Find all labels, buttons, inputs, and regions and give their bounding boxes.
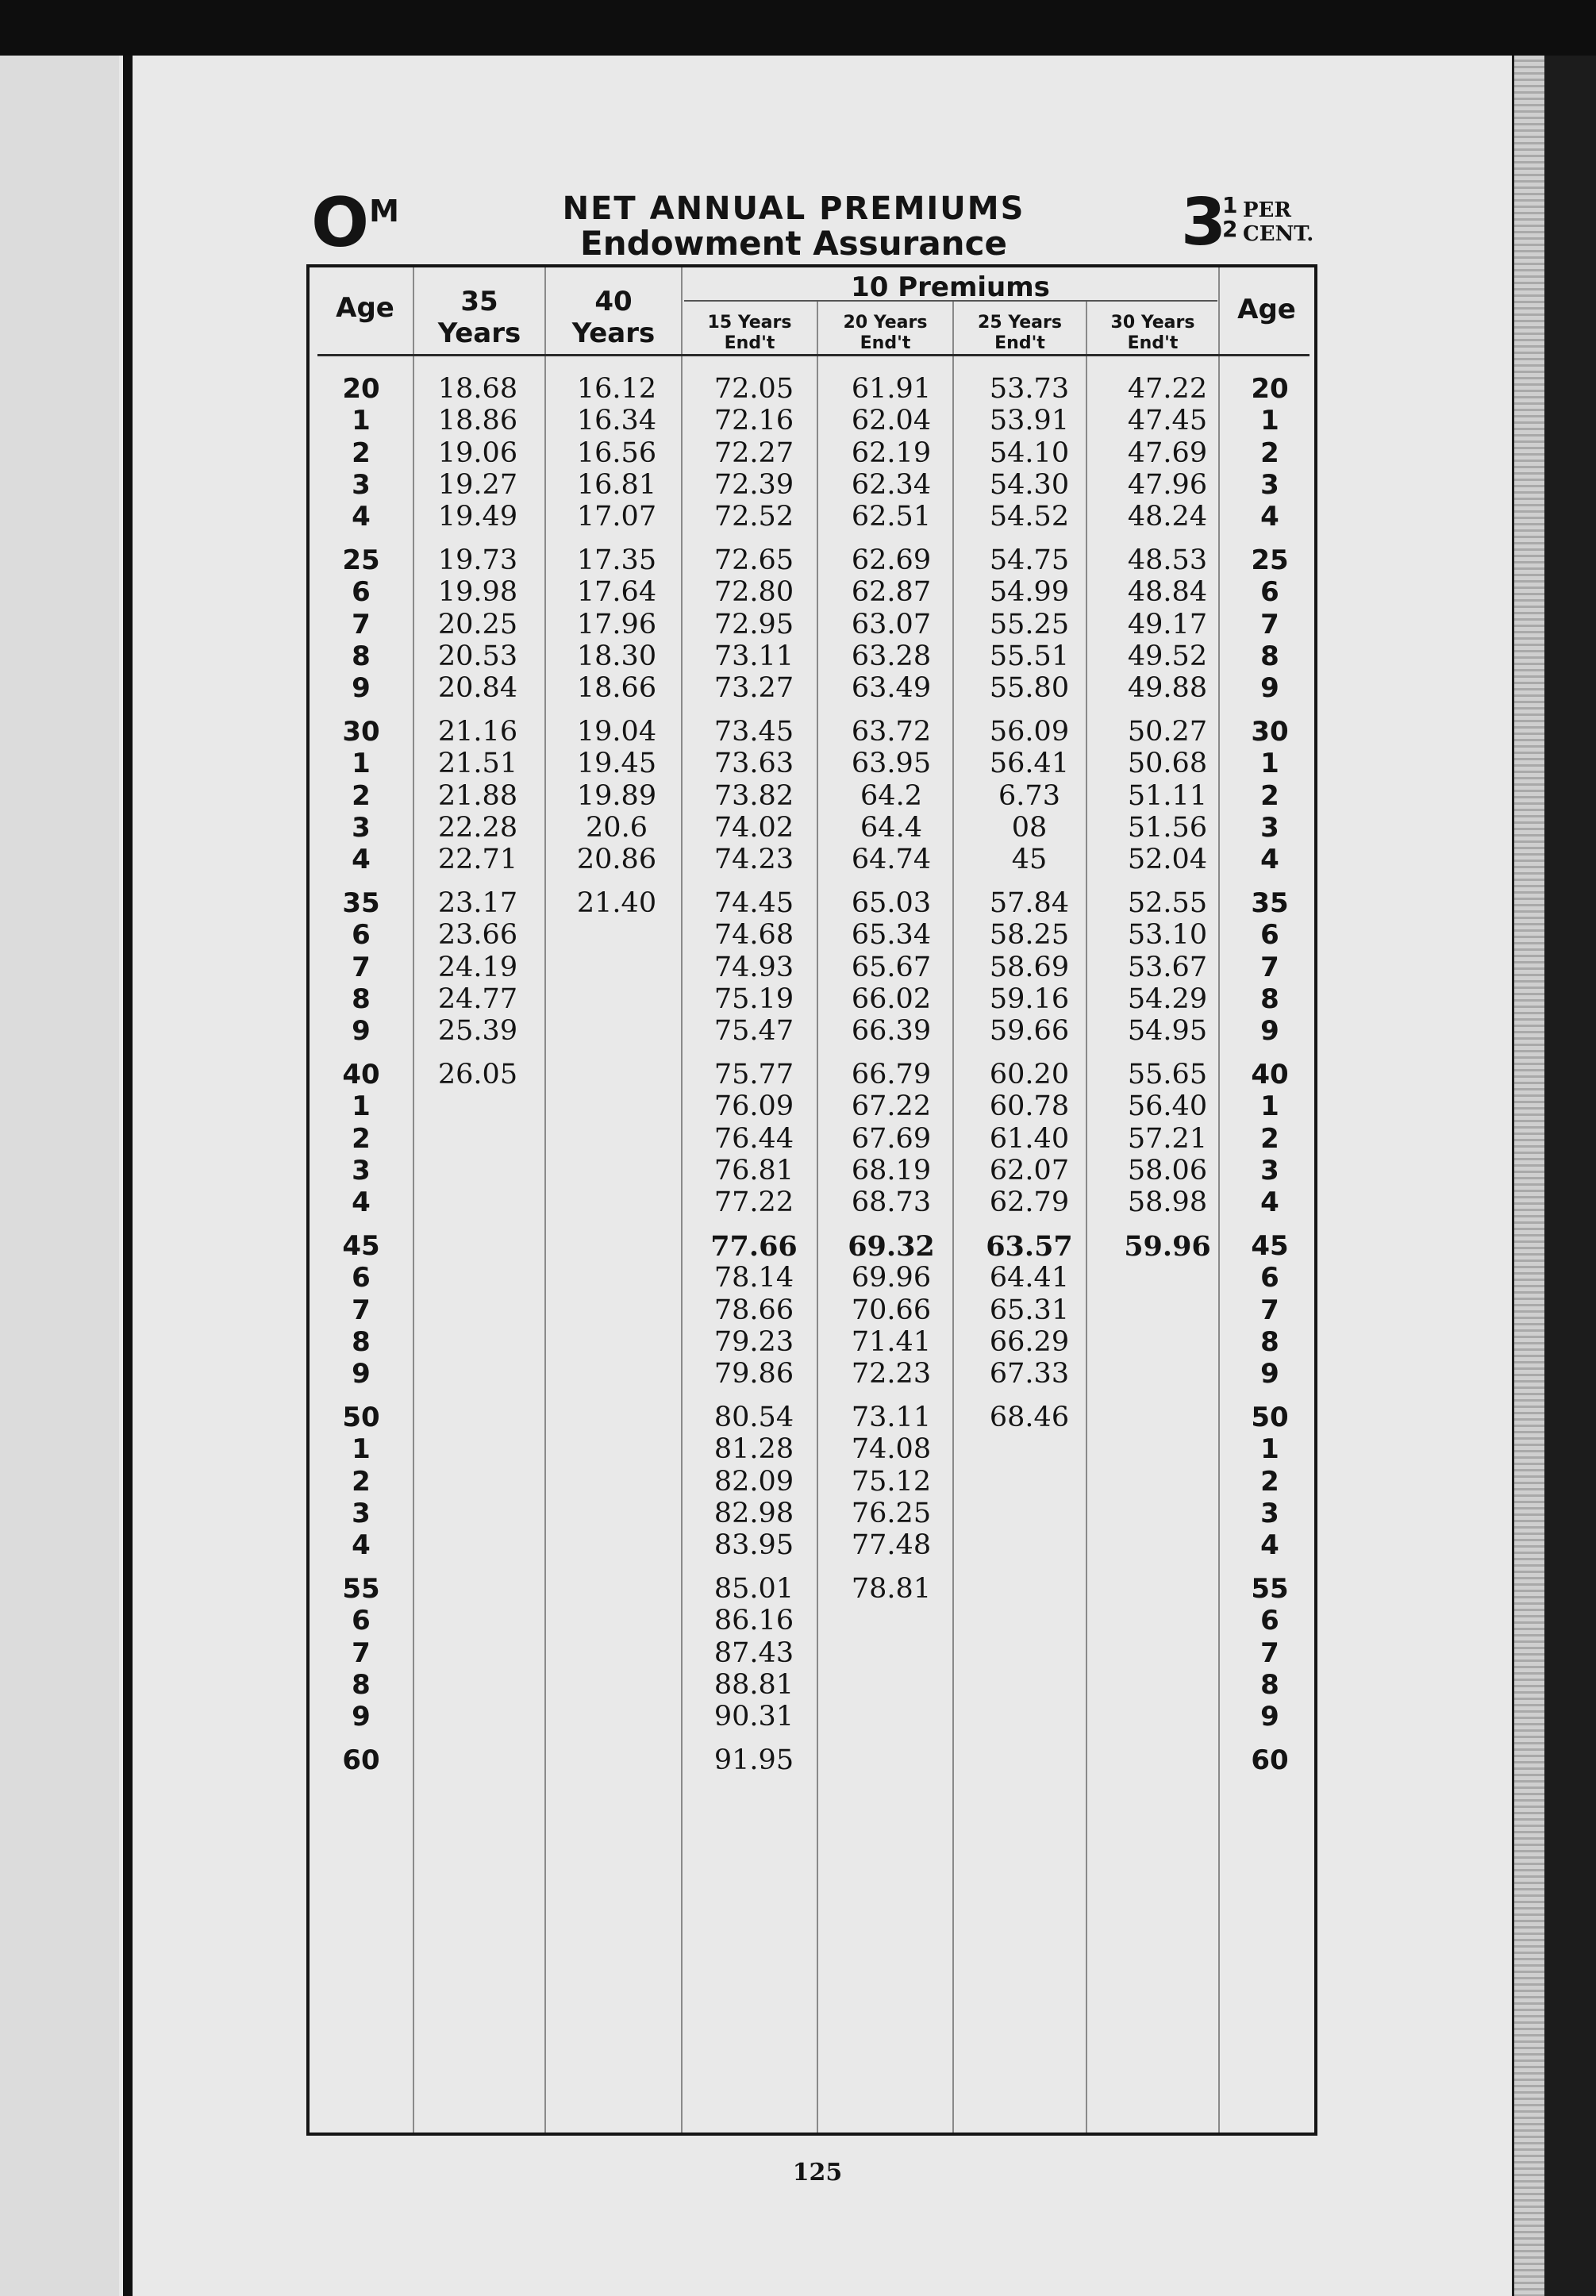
premium-cell-p25: 55.51 bbox=[989, 640, 1070, 672]
age-right-cell: 40 bbox=[1251, 1059, 1289, 1090]
premium-cell-y35: 24.19 bbox=[437, 951, 518, 983]
premium-cell-p25: 58.69 bbox=[989, 951, 1070, 983]
age-right-cell: 1 bbox=[1260, 405, 1279, 437]
age-right-cell: 45 bbox=[1251, 1230, 1289, 1262]
premium-cell-p30: 48.53 bbox=[1127, 544, 1208, 576]
age-right-cell: 1 bbox=[1260, 1433, 1279, 1466]
premium-cell-y35: 18.68 bbox=[437, 373, 518, 405]
premium-cell-p30: 48.84 bbox=[1127, 576, 1208, 609]
premium-cell-p15: 81.28 bbox=[713, 1433, 794, 1466]
age-left-cell: 8 bbox=[352, 1325, 371, 1358]
age-left-cell: 4 bbox=[352, 844, 371, 876]
premium-cell-p15: 90.31 bbox=[713, 1701, 794, 1733]
premium-cell-p15: 78.14 bbox=[713, 1262, 794, 1294]
premium-cell-p30: 51.11 bbox=[1127, 779, 1208, 812]
age-right-cell: 25 bbox=[1251, 544, 1289, 576]
column-divider bbox=[952, 300, 954, 2133]
premium-cell-p25: 62.79 bbox=[989, 1186, 1070, 1219]
premium-cell-p15: 77.22 bbox=[713, 1186, 794, 1219]
rate-fraction: 1 2 bbox=[1222, 192, 1238, 242]
age-left-cell: 3 bbox=[352, 1154, 371, 1186]
premium-cell-p30: 47.96 bbox=[1127, 468, 1208, 501]
age-right-cell: 35 bbox=[1251, 887, 1289, 919]
premium-cell-p20: 61.91 bbox=[851, 373, 932, 405]
age-left-cell: 8 bbox=[352, 1668, 371, 1701]
age-right-cell: 4 bbox=[1260, 1529, 1279, 1562]
column-divider bbox=[413, 267, 414, 2133]
age-right-cell: 6 bbox=[1260, 1262, 1279, 1294]
age-right-cell: 3 bbox=[1260, 811, 1279, 844]
premium-cell-p15: 72.80 bbox=[713, 576, 794, 609]
premium-cell-p20: 77.48 bbox=[851, 1529, 932, 1562]
premium-cell-p20: 63.95 bbox=[851, 748, 932, 780]
age-right-cell: 6 bbox=[1260, 576, 1279, 609]
premium-cell-p20: 62.51 bbox=[851, 501, 932, 533]
premium-cell-p25: 55.80 bbox=[989, 672, 1070, 705]
age-left-cell: 9 bbox=[352, 1358, 371, 1390]
column-header-15-years: 15 Years End't bbox=[707, 313, 792, 353]
book-edge-pages bbox=[1514, 56, 1544, 2296]
premium-cell-y40: 17.96 bbox=[576, 608, 657, 640]
age-left-cell: 7 bbox=[352, 608, 371, 640]
age-right-cell: 7 bbox=[1260, 608, 1279, 640]
age-left-cell: 4 bbox=[352, 501, 371, 533]
premium-cell-p20: 62.04 bbox=[851, 405, 932, 437]
age-right-cell: 9 bbox=[1260, 1358, 1279, 1390]
premium-cell-p15: 75.19 bbox=[713, 983, 794, 1015]
column-divider bbox=[681, 267, 683, 2133]
premium-cell-p25: 6.73 bbox=[998, 779, 1060, 812]
premium-cell-p15: 72.65 bbox=[713, 544, 794, 576]
premium-cell-p30: 53.67 bbox=[1127, 951, 1208, 983]
premium-cell-p30: 51.56 bbox=[1127, 811, 1208, 844]
rate-label: PER CENT. bbox=[1243, 198, 1314, 246]
age-left-cell: 1 bbox=[352, 1433, 371, 1466]
premium-cell-p20: 68.73 bbox=[851, 1186, 932, 1219]
premium-cell-p30: 54.29 bbox=[1127, 983, 1208, 1015]
column-header-25-years: 25 Years End't bbox=[978, 313, 1062, 353]
premium-cell-p30: 50.68 bbox=[1127, 748, 1208, 780]
age-right-cell: 3 bbox=[1260, 468, 1279, 501]
age-left-cell: 4 bbox=[352, 1529, 371, 1562]
age-left-cell: 7 bbox=[352, 1636, 371, 1669]
age-left-cell: 7 bbox=[352, 1294, 371, 1326]
premium-cell-p20: 65.34 bbox=[851, 919, 932, 952]
age-left-cell: 6 bbox=[352, 576, 371, 609]
premium-cell-p30: 49.88 bbox=[1127, 672, 1208, 705]
age-left-cell: 2 bbox=[352, 1465, 371, 1498]
premium-cell-p20: 65.03 bbox=[851, 887, 932, 919]
premium-cell-y35: 24.77 bbox=[437, 983, 518, 1015]
premium-cell-p25: 66.29 bbox=[989, 1325, 1070, 1358]
premium-cell-p20: 73.11 bbox=[851, 1402, 932, 1433]
premium-cell-p20: 66.39 bbox=[851, 1015, 932, 1048]
premium-cell-p20: 67.22 bbox=[851, 1090, 932, 1123]
premium-cell-p20: 66.79 bbox=[851, 1059, 932, 1090]
age-left-cell: 3 bbox=[352, 811, 371, 844]
premium-cell-p15: 76.44 bbox=[713, 1122, 794, 1155]
age-left-cell: 1 bbox=[352, 405, 371, 437]
premium-cell-y35: 20.25 bbox=[437, 608, 518, 640]
premium-cell-p30: 54.95 bbox=[1127, 1015, 1208, 1048]
age-right-cell: 55 bbox=[1251, 1573, 1289, 1605]
premium-cell-p25: 55.25 bbox=[989, 608, 1070, 640]
premium-cell-p15: 79.86 bbox=[713, 1358, 794, 1390]
premium-cell-p20: 69.32 bbox=[848, 1230, 935, 1263]
premium-cell-p20: 67.69 bbox=[851, 1122, 932, 1155]
premium-cell-y40: 16.81 bbox=[576, 468, 657, 501]
age-right-cell: 7 bbox=[1260, 1294, 1279, 1326]
premium-cell-p25: 54.99 bbox=[989, 576, 1070, 609]
premium-cell-p20: 64.4 bbox=[860, 811, 922, 844]
premium-cell-p15: 88.81 bbox=[713, 1668, 794, 1701]
premium-cell-y35: 23.66 bbox=[437, 919, 518, 952]
premium-cell-p30: 59.96 bbox=[1124, 1230, 1211, 1263]
premium-cell-p30: 55.65 bbox=[1127, 1059, 1208, 1090]
premium-cell-p25: 56.41 bbox=[989, 748, 1070, 780]
premium-cell-p20: 66.02 bbox=[851, 983, 932, 1015]
premium-cell-y40: 20.6 bbox=[586, 811, 648, 844]
premium-cell-p15: 74.45 bbox=[713, 887, 794, 919]
premium-cell-p25: 53.91 bbox=[989, 405, 1070, 437]
premium-cell-p20: 69.96 bbox=[851, 1262, 932, 1294]
premium-cell-p30: 48.24 bbox=[1127, 501, 1208, 533]
premium-cell-p25: 63.57 bbox=[986, 1230, 1073, 1263]
column-header-20-years: 20 Years End't bbox=[843, 313, 928, 353]
age-right-cell: 2 bbox=[1260, 1122, 1279, 1155]
age-right-cell: 3 bbox=[1260, 1154, 1279, 1186]
age-left-cell: 50 bbox=[342, 1402, 380, 1433]
column-header-40-years: 40 Years bbox=[571, 286, 656, 349]
premium-cell-p15: 72.95 bbox=[713, 608, 794, 640]
premium-cell-y40: 20.86 bbox=[576, 844, 657, 876]
column-header-age-left: Age bbox=[336, 292, 394, 324]
premium-cell-y40: 17.07 bbox=[576, 501, 657, 533]
page-fold-edge bbox=[123, 56, 133, 2296]
column-header-30-years: 30 Years End't bbox=[1110, 313, 1195, 353]
premium-cell-p15: 73.11 bbox=[713, 640, 794, 672]
age-left-cell: 9 bbox=[352, 1701, 371, 1733]
age-left-cell: 9 bbox=[352, 672, 371, 705]
age-left-cell: 9 bbox=[352, 1015, 371, 1048]
premium-cell-p15: 83.95 bbox=[713, 1529, 794, 1562]
premium-cell-y40: 18.30 bbox=[576, 640, 657, 672]
premium-cell-p25: 64.41 bbox=[989, 1262, 1070, 1294]
premium-cell-y40: 19.89 bbox=[576, 779, 657, 812]
age-left-cell: 3 bbox=[352, 468, 371, 501]
age-right-cell: 20 bbox=[1251, 373, 1289, 405]
premium-cell-p15: 82.98 bbox=[713, 1497, 794, 1529]
premium-cell-y35: 22.28 bbox=[437, 811, 518, 844]
age-left-cell: 6 bbox=[352, 1262, 371, 1294]
age-left-cell: 2 bbox=[352, 1122, 371, 1155]
premium-cell-y35: 19.98 bbox=[437, 576, 518, 609]
age-right-cell: 50 bbox=[1251, 1402, 1289, 1433]
premium-cell-y40: 17.64 bbox=[576, 576, 657, 609]
premium-cell-p20: 64.2 bbox=[860, 779, 922, 812]
age-right-cell: 3 bbox=[1260, 1497, 1279, 1529]
age-right-cell: 6 bbox=[1260, 919, 1279, 952]
premium-cell-p20: 71.41 bbox=[851, 1325, 932, 1358]
premium-cell-p30: 57.21 bbox=[1127, 1122, 1208, 1155]
age-right-cell: 30 bbox=[1251, 716, 1289, 748]
premium-cell-p15: 73.63 bbox=[713, 748, 794, 780]
premium-cell-p15: 76.09 bbox=[713, 1090, 794, 1123]
age-left-cell: 25 bbox=[342, 544, 380, 576]
premium-cell-y40: 17.35 bbox=[576, 544, 657, 576]
age-left-cell: 1 bbox=[352, 1090, 371, 1123]
premium-cell-p15: 73.27 bbox=[713, 672, 794, 705]
premium-cell-y35: 20.84 bbox=[437, 672, 518, 705]
premium-cell-p30: 47.45 bbox=[1127, 405, 1208, 437]
age-left-cell: 45 bbox=[342, 1230, 380, 1262]
premium-cell-p30: 47.22 bbox=[1127, 373, 1208, 405]
age-right-cell: 2 bbox=[1260, 437, 1279, 469]
premium-cell-p20: 62.69 bbox=[851, 544, 932, 576]
premium-cell-p20: 63.49 bbox=[851, 672, 932, 705]
premium-cell-p15: 82.09 bbox=[713, 1465, 794, 1498]
age-left-cell: 20 bbox=[342, 373, 380, 405]
header-rule bbox=[317, 354, 1309, 356]
premium-cell-p25: 54.75 bbox=[989, 544, 1070, 576]
premium-cell-p20: 64.74 bbox=[851, 844, 932, 876]
age-right-cell: 9 bbox=[1260, 1701, 1279, 1733]
age-left-cell: 2 bbox=[352, 437, 371, 469]
premium-cell-p30: 53.10 bbox=[1127, 919, 1208, 952]
age-right-cell: 2 bbox=[1260, 779, 1279, 812]
age-left-cell: 8 bbox=[352, 983, 371, 1015]
page-title: NET ANNUAL PREMIUMS bbox=[562, 190, 1025, 227]
premium-cell-p15: 72.27 bbox=[713, 437, 794, 469]
premium-cell-p15: 72.39 bbox=[713, 468, 794, 501]
premium-cell-y35: 22.71 bbox=[437, 844, 518, 876]
age-right-cell: 2 bbox=[1260, 1465, 1279, 1498]
age-left-cell: 6 bbox=[352, 1605, 371, 1637]
premium-cell-y40: 19.04 bbox=[576, 716, 657, 748]
premium-cell-p15: 85.01 bbox=[713, 1573, 794, 1605]
premium-cell-y40: 18.66 bbox=[576, 672, 657, 705]
premium-cell-p15: 75.77 bbox=[713, 1059, 794, 1090]
premium-cell-p25: 61.40 bbox=[989, 1122, 1070, 1155]
premium-cell-p30: 58.06 bbox=[1127, 1154, 1208, 1186]
premium-cell-y35: 25.39 bbox=[437, 1015, 518, 1048]
age-left-cell: 60 bbox=[342, 1744, 380, 1776]
premium-cell-p20: 63.07 bbox=[851, 608, 932, 640]
premium-cell-y35: 18.86 bbox=[437, 405, 518, 437]
premium-cell-p30: 50.27 bbox=[1127, 716, 1208, 748]
premium-cell-y35: 21.16 bbox=[437, 716, 518, 748]
premium-cell-p25: 65.31 bbox=[989, 1294, 1070, 1326]
premium-cell-y35: 19.27 bbox=[437, 468, 518, 501]
column-header-35-years: 35 Years bbox=[437, 286, 521, 349]
column-group-10-premiums: 10 Premiums bbox=[851, 271, 1050, 303]
age-left-cell: 55 bbox=[342, 1573, 380, 1605]
premium-cell-p20: 65.67 bbox=[851, 951, 932, 983]
age-right-cell: 8 bbox=[1260, 983, 1279, 1015]
age-right-cell: 1 bbox=[1260, 1090, 1279, 1123]
column-divider bbox=[817, 300, 818, 2133]
column-divider bbox=[544, 267, 546, 2133]
age-right-cell: 9 bbox=[1260, 1015, 1279, 1048]
premium-cell-p15: 74.93 bbox=[713, 951, 794, 983]
premium-cell-p20: 62.19 bbox=[851, 437, 932, 469]
age-right-cell: 9 bbox=[1260, 672, 1279, 705]
premium-cell-p15: 86.16 bbox=[713, 1605, 794, 1637]
premium-cell-p30: 49.17 bbox=[1127, 608, 1208, 640]
premium-cell-p15: 72.16 bbox=[713, 405, 794, 437]
premium-cell-p25: 68.46 bbox=[989, 1402, 1070, 1433]
premium-cell-p15: 74.68 bbox=[713, 919, 794, 952]
premium-cell-p15: 91.95 bbox=[713, 1744, 794, 1776]
premium-cell-p30: 52.55 bbox=[1127, 887, 1208, 919]
premium-cell-p15: 87.43 bbox=[713, 1636, 794, 1669]
premium-cell-y40: 19.45 bbox=[576, 748, 657, 780]
age-left-cell: 35 bbox=[342, 887, 380, 919]
premium-cell-y40: 16.12 bbox=[576, 373, 657, 405]
age-left-cell: 4 bbox=[352, 1186, 371, 1219]
age-right-cell: 1 bbox=[1260, 748, 1279, 780]
premium-cell-p15: 76.81 bbox=[713, 1154, 794, 1186]
age-left-cell: 3 bbox=[352, 1497, 371, 1529]
premium-cell-p25: 53.73 bbox=[989, 373, 1070, 405]
premium-cell-y35: 21.88 bbox=[437, 779, 518, 812]
premium-cell-p15: 74.02 bbox=[713, 811, 794, 844]
premium-cell-p15: 75.47 bbox=[713, 1015, 794, 1048]
column-header-age-right: Age bbox=[1237, 294, 1296, 325]
premium-cell-p15: 72.52 bbox=[713, 501, 794, 533]
premium-cell-p15: 73.45 bbox=[713, 716, 794, 748]
premium-cell-p20: 75.12 bbox=[851, 1465, 932, 1498]
premium-cell-p25: 60.20 bbox=[989, 1059, 1070, 1090]
corner-mark: OM bbox=[311, 183, 399, 263]
premium-cell-y35: 19.49 bbox=[437, 501, 518, 533]
age-left-cell: 40 bbox=[342, 1059, 380, 1090]
premium-cell-p20: 63.72 bbox=[851, 716, 932, 748]
premium-cell-y40: 21.40 bbox=[576, 887, 657, 919]
premium-cell-p20: 62.87 bbox=[851, 576, 932, 609]
premium-cell-p30: 56.40 bbox=[1127, 1090, 1208, 1123]
premium-cell-p15: 72.05 bbox=[713, 373, 794, 405]
age-right-cell: 4 bbox=[1260, 1186, 1279, 1219]
left-page-margin bbox=[0, 56, 119, 2296]
premium-cell-p15: 74.23 bbox=[713, 844, 794, 876]
age-right-cell: 4 bbox=[1260, 844, 1279, 876]
premium-cell-p25: 54.52 bbox=[989, 501, 1070, 533]
premium-cell-y35: 20.53 bbox=[437, 640, 518, 672]
premium-cell-p25: 08 bbox=[1011, 811, 1048, 844]
premium-cell-p20: 70.66 bbox=[851, 1294, 932, 1326]
premium-cell-y40: 16.34 bbox=[576, 405, 657, 437]
premium-cell-p25: 60.78 bbox=[989, 1090, 1070, 1123]
age-right-cell: 7 bbox=[1260, 951, 1279, 983]
age-left-cell: 1 bbox=[352, 748, 371, 780]
premium-cell-p20: 68.19 bbox=[851, 1154, 932, 1186]
premium-cell-p30: 58.98 bbox=[1127, 1186, 1208, 1219]
premium-cell-y35: 19.06 bbox=[437, 437, 518, 469]
premium-cell-p15: 80.54 bbox=[713, 1402, 794, 1433]
premium-cell-p15: 73.82 bbox=[713, 779, 794, 812]
premium-cell-p15: 77.66 bbox=[710, 1230, 798, 1263]
age-right-cell: 8 bbox=[1260, 1668, 1279, 1701]
age-left-cell: 6 bbox=[352, 919, 371, 952]
age-right-cell: 7 bbox=[1260, 1636, 1279, 1669]
premium-cell-p20: 78.81 bbox=[851, 1573, 932, 1605]
page-subtitle: Endowment Assurance bbox=[580, 224, 1007, 263]
premium-cell-p30: 47.69 bbox=[1127, 437, 1208, 469]
premium-cell-y35: 21.51 bbox=[437, 748, 518, 780]
premium-cell-p20: 72.23 bbox=[851, 1358, 932, 1390]
age-left-cell: 8 bbox=[352, 640, 371, 672]
age-right-cell: 8 bbox=[1260, 640, 1279, 672]
premium-cell-p30: 49.52 bbox=[1127, 640, 1208, 672]
premium-cell-p20: 74.08 bbox=[851, 1433, 932, 1466]
premium-cell-y35: 23.17 bbox=[437, 887, 518, 919]
age-left-cell: 7 bbox=[352, 951, 371, 983]
premium-cell-y40: 16.56 bbox=[576, 437, 657, 469]
premium-cell-p25: 56.09 bbox=[989, 716, 1070, 748]
premium-cell-p30: 52.04 bbox=[1127, 844, 1208, 876]
age-right-cell: 4 bbox=[1260, 501, 1279, 533]
premium-cell-p25: 59.16 bbox=[989, 983, 1070, 1015]
premium-cell-p25: 45 bbox=[1011, 844, 1048, 876]
premium-cell-p25: 54.30 bbox=[989, 468, 1070, 501]
age-left-cell: 30 bbox=[342, 716, 380, 748]
age-right-cell: 8 bbox=[1260, 1325, 1279, 1358]
premium-cell-p20: 62.34 bbox=[851, 468, 932, 501]
premium-cell-p25: 62.07 bbox=[989, 1154, 1070, 1186]
premium-cell-p20: 63.28 bbox=[851, 640, 932, 672]
premium-cell-p25: 67.33 bbox=[989, 1358, 1070, 1390]
page-number: 125 bbox=[792, 2159, 843, 2186]
premium-cell-p15: 78.66 bbox=[713, 1294, 794, 1326]
premium-cell-p25: 54.10 bbox=[989, 437, 1070, 469]
premium-cell-p25: 59.66 bbox=[989, 1015, 1070, 1048]
premium-cell-y35: 19.73 bbox=[437, 544, 518, 576]
premium-cell-p25: 58.25 bbox=[989, 919, 1070, 952]
interest-rate: 3 1 2 PER CENT. bbox=[1181, 185, 1314, 260]
premium-cell-p25: 57.84 bbox=[989, 887, 1070, 919]
premium-cell-y35: 26.05 bbox=[437, 1059, 518, 1090]
premium-cell-p15: 79.23 bbox=[713, 1325, 794, 1358]
age-left-cell: 2 bbox=[352, 779, 371, 812]
age-right-cell: 6 bbox=[1260, 1605, 1279, 1637]
age-right-cell: 60 bbox=[1251, 1744, 1289, 1776]
premium-cell-p20: 76.25 bbox=[851, 1497, 932, 1529]
